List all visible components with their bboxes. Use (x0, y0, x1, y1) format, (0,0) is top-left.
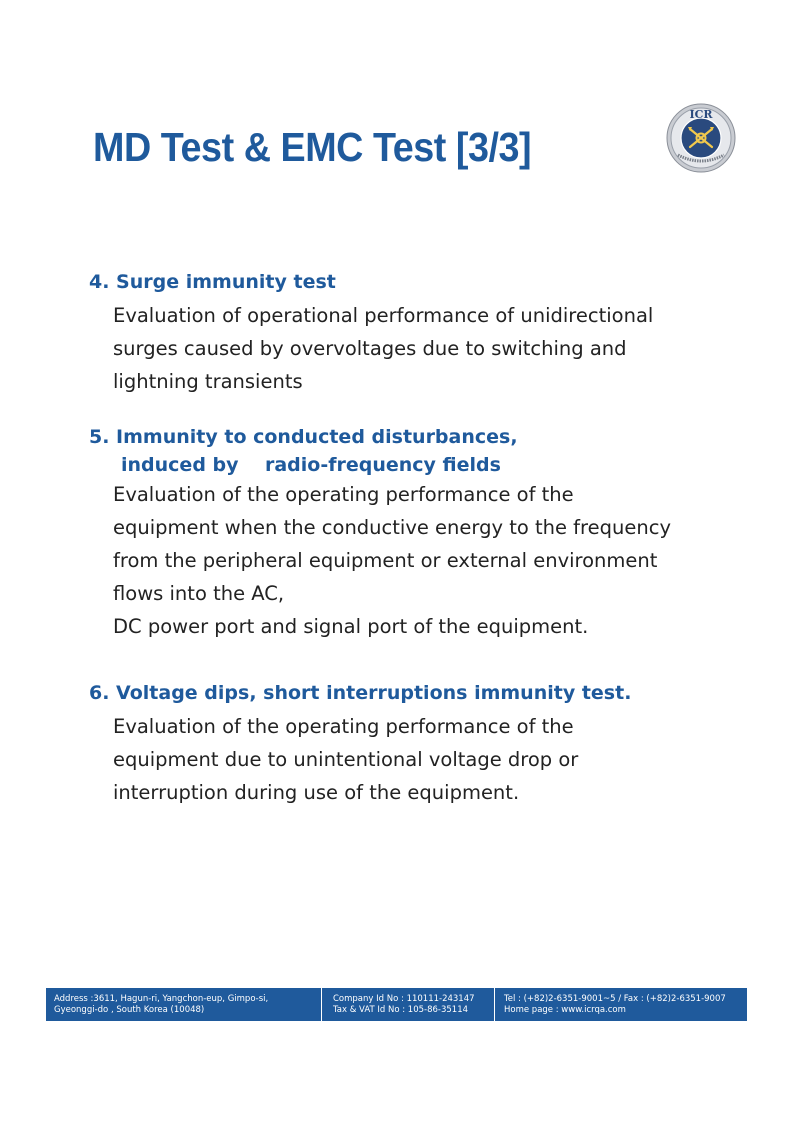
body-line: flows into the AC, (113, 582, 285, 605)
body-line: Evaluation of the operating performance of the (113, 483, 574, 506)
body-line: surges caused by overvoltages due to switching and (113, 337, 627, 360)
section-heading: 6. Voltage dips, short interruptions immunity test. (89, 682, 632, 704)
footer-address-line-2: Gyeonggi-do , South Korea (10048) (54, 1005, 205, 1015)
footer-company-id: Company Id No : 110111-243147 (333, 994, 475, 1004)
section-heading: 4. Surge immunity test (89, 271, 336, 293)
footer-tax-id: Tax & VAT Id No : 105-86-35114 (333, 1005, 469, 1015)
page-title: MD Test & EMC Test [3/3] (93, 124, 532, 170)
footer-address-line-1: Address :3611, Hagun-ri, Yangchon-eup, Gimpo-si, (54, 994, 269, 1004)
body-line: interruption during use of the equipment. (113, 781, 520, 804)
body-line: DC power port and signal port of the equipment. (113, 615, 589, 638)
section-surge-immunity (89, 266, 653, 398)
footer-contact (495, 988, 747, 1021)
footer-tel-fax: Tel : (+82)2-6351-9001~5 / Fax : (+82)2-6351-9007 (504, 994, 726, 1004)
section-heading-continuation: induced by radio-frequency fields (121, 454, 501, 476)
footer-address (46, 988, 322, 1021)
section-voltage-dips (89, 677, 631, 809)
body-line: equipment when the conductive energy to the frequency (113, 516, 671, 539)
body-line: equipment due to unintentional voltage drop or (113, 748, 579, 771)
logo-text: ICR (689, 108, 713, 121)
section-heading: 5. Immunity to conducted disturbances, (89, 426, 518, 448)
footer-homepage[interactable]: Home page : www.icrqa.com (504, 1005, 626, 1015)
body-line: Evaluation of operational performance of unidirectional (113, 304, 654, 327)
section-conducted-disturbances (89, 421, 671, 643)
body-line: lightning transients (113, 370, 303, 393)
icr-logo-icon (666, 103, 736, 173)
body-line: from the peripheral equipment or external environment (113, 549, 658, 572)
footer-company-ids (322, 988, 495, 1021)
body-line: Evaluation of the operating performance of the (113, 715, 574, 738)
footer-bar (46, 988, 747, 1021)
